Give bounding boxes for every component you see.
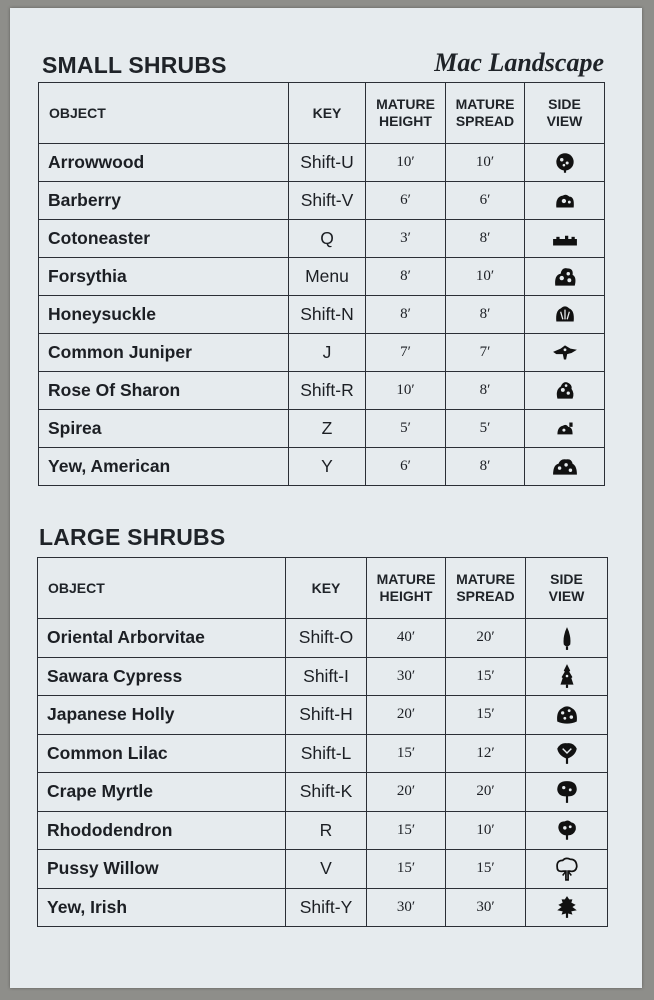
cypress-icon [554,663,580,689]
mature-spread-cell: 15′ [446,696,526,735]
object-cell: Rhododendron [38,811,286,850]
object-cell: Japanese Holly [38,696,286,735]
header-key: KEY [289,83,366,144]
key-cell: Shift-R [289,372,366,410]
table-row [38,696,608,735]
object-cell: Sawara Cypress [38,657,286,696]
key-cell: Y [289,448,366,486]
mature-spread-cell: 8′ [446,448,525,486]
side-view-cell [526,619,608,658]
key-cell: Menu [289,258,366,296]
header-mature-spread: MATURE SPREAD [446,558,526,619]
small-mound-shrub-icon [552,416,578,442]
side-view-cell [526,811,608,850]
irish-yew-icon [554,894,580,920]
key-cell: Shift-U [289,144,366,182]
large-shrubs-title: LARGE SHRUBS [39,524,226,550]
mature-spread-cell: 20′ [446,773,526,812]
side-view-cell [525,296,605,334]
header-mature-spread: MATURE SPREAD [446,83,525,144]
side-view-cell [526,773,608,812]
key-cell: Shift-N [289,296,366,334]
mature-height-cell: 8′ [366,258,446,296]
side-view-cell [525,372,605,410]
table-row [39,448,605,486]
side-view-cell [526,734,608,773]
mature-spread-cell: 8′ [446,372,525,410]
key-cell: R [286,811,367,850]
header-mature-height: MATURE HEIGHT [367,558,446,619]
key-cell: Shift-I [286,657,367,696]
key-cell: Z [289,410,366,448]
upright-shrub-icon [552,378,578,404]
side-view-cell [526,888,608,927]
side-view-cell [525,258,605,296]
mature-height-cell: 3′ [366,220,446,258]
side-view-cell [526,696,608,735]
object-cell: Common Juniper [39,334,289,372]
mature-spread-cell: 10′ [446,144,525,182]
table-row [39,410,605,448]
key-cell: Shift-H [286,696,367,735]
mature-height-cell: 10′ [366,144,446,182]
table-row [39,334,605,372]
side-view-cell [525,182,605,220]
brand-title: Mac Landscape [434,48,604,77]
lilac-icon [554,740,580,766]
spreading-juniper-icon [552,340,578,366]
arborvitae-icon [554,625,580,651]
header-side-view: SIDE VIEW [526,558,608,619]
mature-height-cell: 30′ [367,888,446,927]
object-cell: Pussy Willow [38,850,286,889]
mature-spread-cell: 8′ [446,220,525,258]
header-side-view: SIDE VIEW [525,83,605,144]
key-cell: Shift-K [286,773,367,812]
table-row [39,220,605,258]
table-header-row [39,83,605,144]
table-row [39,182,605,220]
dense-shrub-icon [552,302,578,328]
mature-spread-cell: 7′ [446,334,525,372]
object-cell: Honeysuckle [39,296,289,334]
willow-icon [554,856,580,882]
mature-height-cell: 15′ [367,850,446,889]
side-view-cell [525,448,605,486]
mature-spread-cell: 10′ [446,258,525,296]
object-cell: Yew, American [39,448,289,486]
table-row [38,657,608,696]
mature-height-cell: 20′ [367,773,446,812]
object-cell: Yew, Irish [38,888,286,927]
mature-height-cell: 10′ [366,372,446,410]
header-object: OBJECT [38,558,286,619]
table-row [39,372,605,410]
rhododendron-icon [554,817,580,843]
crape-myrtle-icon [554,779,580,805]
arching-shrub-icon [552,264,578,290]
groundcover-shrub-icon [552,226,578,252]
low-round-shrub-icon [552,188,578,214]
key-cell: V [286,850,367,889]
side-view-cell [525,220,605,258]
object-cell: Cotoneaster [39,220,289,258]
object-cell: Forsythia [39,258,289,296]
reference-card [10,8,642,988]
wide-yew-icon [552,454,578,480]
key-cell: J [289,334,366,372]
mature-height-cell: 8′ [366,296,446,334]
key-cell: Shift-O [286,619,367,658]
object-cell: Crape Myrtle [38,773,286,812]
table-row [38,773,608,812]
mature-spread-cell: 15′ [446,657,526,696]
large-shrubs-table [37,557,608,927]
table-row [39,296,605,334]
header-mature-height: MATURE HEIGHT [366,83,446,144]
small-shrubs-table [38,82,605,486]
object-cell: Rose Of Sharon [39,372,289,410]
mature-spread-cell: 15′ [446,850,526,889]
object-cell: Spirea [39,410,289,448]
object-cell: Barberry [39,182,289,220]
mature-height-cell: 15′ [367,734,446,773]
mature-height-cell: 40′ [367,619,446,658]
key-cell: Shift-V [289,182,366,220]
mature-spread-cell: 20′ [446,619,526,658]
table-row [39,144,605,182]
table-row [39,258,605,296]
mature-spread-cell: 8′ [446,296,525,334]
table-row [38,811,608,850]
table-row [38,888,608,927]
table-row [38,734,608,773]
side-view-cell [525,144,605,182]
side-view-cell [525,334,605,372]
round-shrub-icon [552,150,578,176]
side-view-cell [525,410,605,448]
mature-spread-cell: 12′ [446,734,526,773]
table-row [38,850,608,889]
mature-height-cell: 7′ [366,334,446,372]
side-view-cell [526,850,608,889]
mature-height-cell: 6′ [366,182,446,220]
key-cell: Q [289,220,366,258]
mature-spread-cell: 6′ [446,182,525,220]
object-cell: Arrowwood [39,144,289,182]
key-cell: Shift-L [286,734,367,773]
table-row [38,619,608,658]
side-view-cell [526,657,608,696]
object-cell: Common Lilac [38,734,286,773]
holly-icon [554,702,580,728]
mature-height-cell: 6′ [366,448,446,486]
mature-height-cell: 30′ [367,657,446,696]
mature-height-cell: 20′ [367,696,446,735]
object-cell: Oriental Arborvitae [38,619,286,658]
mature-spread-cell: 5′ [446,410,525,448]
header-key: KEY [286,558,367,619]
key-cell: Shift-Y [286,888,367,927]
mature-height-cell: 15′ [367,811,446,850]
header-object: OBJECT [39,83,289,144]
mature-spread-cell: 10′ [446,811,526,850]
mature-height-cell: 5′ [366,410,446,448]
mature-spread-cell: 30′ [446,888,526,927]
table-header-row [38,558,608,619]
small-shrubs-title: SMALL SHRUBS [42,52,227,78]
